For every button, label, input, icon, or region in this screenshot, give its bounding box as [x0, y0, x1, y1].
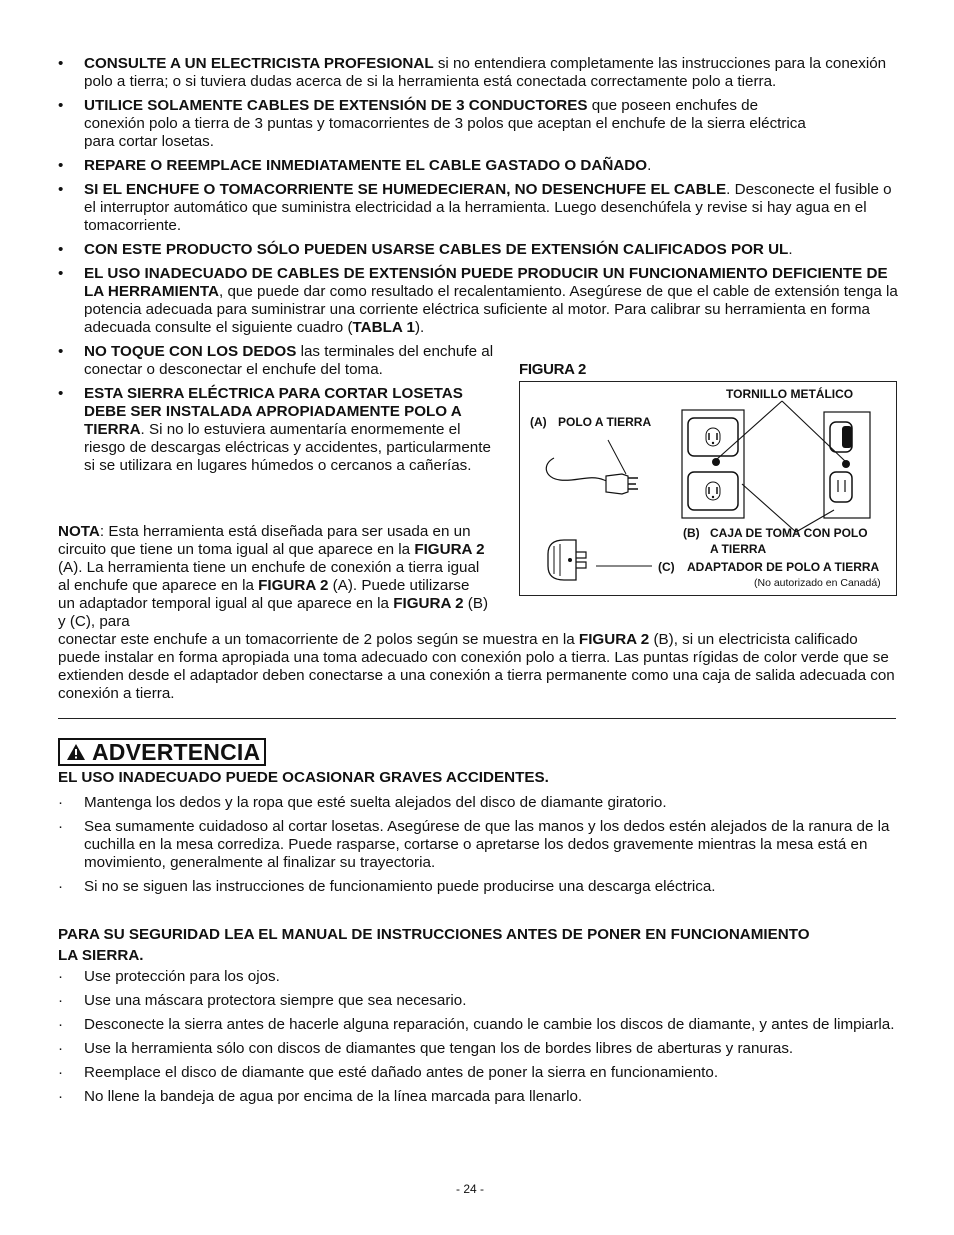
a-tag: (A) [530, 415, 547, 429]
list-item: • REPARE O REEMPLACE INMEDIATAMENTE EL CABLE GASTADO O DAÑADO. [58, 157, 652, 174]
b-tag: (B) [683, 526, 700, 540]
figure-2 [519, 381, 897, 596]
c-label: ADAPTADOR DE POLO A TIERRA [687, 560, 880, 574]
b-label-line2: A TIERRA [710, 542, 767, 556]
warning-triangle-icon [66, 743, 86, 761]
list-item: • UTILICE SOLAMENTE CABLES DE EXTENSIÓN DE 3 CONDUCTORES que poseen enchufes de conexión polo a tierra de 3 puntas y tomacorrientes de 3 polos que aceptan el enchufe de la sierra eléctrica para cortar losetas. [58, 97, 806, 150]
page-number: - 24 - [455, 1182, 484, 1196]
list-item: • SI EL ENCHUFE O TOMACORRIENTE SE HUMEDECIERAN, NO DESENCHUFE EL CABLE. Desconecte el fusible o el interruptor automático que suministra electricidad a la herramienta. Luego desenchúfela y revise si hay agua en el tomacorriente. [58, 181, 892, 234]
list-item: • NO TOQUE CON LOS DEDOS las terminales del enchufe al conectar o desconectar el enchufe del toma. [58, 343, 494, 378]
c-tag: (C) [658, 560, 675, 574]
note-paragraph: NOTA: Esta herramienta está diseñada para ser usada en un circuito que tiene un toma igual al que aparece en la FIGURA 2 (A). La herramienta tiene un enchufe de conexión a tierra igual al enchufe que aparece en la FIGURA 2 (A). Puede utilizarse un adaptador temporal igual al que aparece en la FIGURA 2 (B) y (C), para [58, 523, 489, 630]
adapter-icon [548, 540, 586, 580]
warning-heading: EL USO INADECUADO PUEDE OCASIONAR GRAVES ACCIDENTES. [58, 769, 549, 786]
list-item: · Sea sumamente cuidadoso al cortar losetas. Asegúrese de que las manos y los dedos estén alejados de la ranura de la cuchilla en la mesa corrediza. Puede rasparse, cortarse o apretarse los dedos gravemente mientras la mesa está en movimiento, generalmente al finalizar su trayectoria. [58, 818, 890, 871]
receptacle-icon [682, 410, 744, 518]
a-label: POLO A TIERRA [558, 415, 652, 429]
receptacle-side-icon [824, 412, 870, 518]
list-item: · No llene la bandeja de agua por encima de la línea marcada para llenarlo. [58, 1088, 583, 1105]
list-item: • CON ESTE PRODUCTO SÓLO PUEDEN USARSE CABLES DE EXTENSIÓN CALIFICADOS POR UL. [58, 241, 793, 258]
warning-title: ADVERTENCIA [92, 739, 261, 765]
list-item: • ESTA SIERRA ELÉCTRICA PARA CORTAR LOSETAS DEBE SER INSTALADA APROPIADAMENTE POLO A TIERRA. Si no lo estuviera aumentaría enormemente el riesgo de descargas eléctricas y accidentes, particularmente si se utilizara en lugares húmedos o cercanos a cañerías. [58, 385, 491, 474]
grounding-plug-icon [606, 474, 638, 494]
list-item: · Use la herramienta sólo con discos de diamantes que tengan los de bordes libres de aberturas y ranuras. [58, 1040, 794, 1057]
c-note: (No autorizado en Canadá) [754, 577, 881, 589]
screw-label: TORNILLO METÁLICO [726, 387, 854, 401]
safety-heading: PARA SU SEGURIDAD LEA EL MANUAL DE INSTRUCCIONES ANTES DE PONER EN FUNCIONAMIENTO LA SIERRA. [58, 926, 810, 964]
list-item: · Use una máscara protectora siempre que sea necesario. [58, 992, 467, 1009]
b-label-line1: CAJA DE TOMA CON POLO [710, 526, 868, 540]
list-item: · Use protección para los ojos. [58, 968, 280, 985]
warning-list [58, 794, 898, 902]
list-item: · Mantenga los dedos y la ropa que esté suelta alejados del disco de diamante giratorio. [58, 794, 667, 811]
safety-list [58, 968, 898, 1112]
note-paragraph-continued: conectar este enchufe a un tomacorriente de 2 polos según se muestra en la FIGURA 2 (B), si un electricista calificado puede instalar en forma apropiada una toma adecuado con conexión polo a tierra. Las puntas rígidas de color verde que se extienden desde el adaptador deben conectarse a una conexión a tierra permanente como una caja de salida adecuada con conexión a tierra. [58, 631, 895, 702]
list-item: • CONSULTE A UN ELECTRICISTA PROFESIONAL si no entendiera completamente las instrucciones para la conexión polo a tierra; o si tuviera dudas acerca de si la herramienta está conectada correctamente polo a tierra. [58, 55, 887, 90]
list-item: · Desconecte la sierra antes de hacerle alguna reparación, cuando le cambie los discos de diamante, y antes de limpiarla. [58, 1016, 895, 1033]
list-item: · Reemplace el disco de diamante que esté dañado antes de poner la sierra en funcionamiento. [58, 1064, 719, 1081]
left-bullet-list [58, 343, 498, 481]
warning-banner [58, 738, 266, 766]
ground-pointer [608, 440, 626, 474]
section-divider [58, 718, 896, 719]
figure-title: FIGURA 2 [519, 361, 587, 378]
top-bullet-list [58, 55, 898, 343]
list-item: · Si no se siguen las instrucciones de funcionamiento puede producirse una descarga eléctrica. [58, 878, 716, 895]
list-item: • EL USO INADECUADO DE CABLES DE EXTENSIÓN PUEDE PRODUCIR UN FUNCIONAMIENTO DEFICIENTE DE LA HERRAMIENTA, que puede dar como resultado el recalentamiento. Asegúrese de que el cable de extensión tenga la potencia adecuada para suministrar una corriente eléctrica suficiente al motor. Para calibrar su herramienta en forma adecuada consulte el siguiente cuadro (TABLA 1). [58, 265, 898, 336]
